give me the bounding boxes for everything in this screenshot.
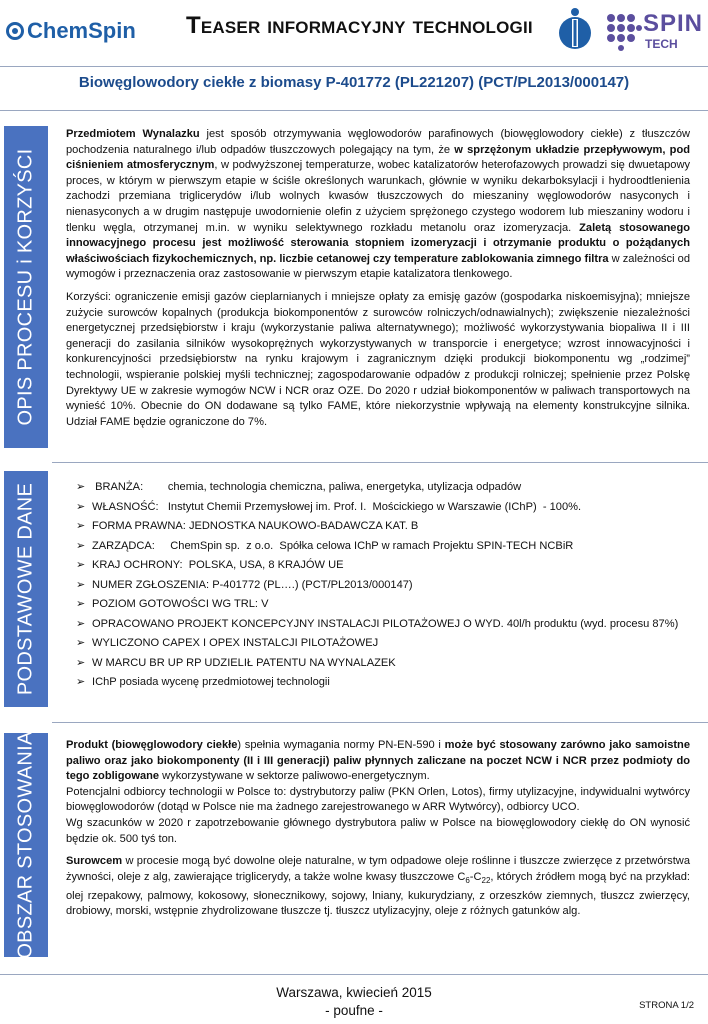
text-run: w sprzężonym układzie przepływowym, pod ciśnieniem atmosferycznym xyxy=(66,143,690,172)
list-item xyxy=(76,537,696,557)
text-run: , których źródłem mogą być na przykład: olej rzepakowy, palmowy, kokosowy, słonecznikowy, sojowy, lniany, kukurydziany, z orzeszków ziemnych, tłuszcz zwierzęcy, drobiowy, morski, wstępnie zhydrolizowane tłuszcze tj. tłuszcz utylizacyjny, oleje z różnych gatunków alg. xyxy=(66,870,690,918)
text-run: Przedmiotem Wynalazku xyxy=(66,128,200,140)
list-item-text: POZIOM GOTOWOŚCI WG TRL: V xyxy=(92,598,269,610)
text-run: Produkt (biowęglowodory ciekłe xyxy=(66,739,238,751)
list-item xyxy=(76,478,696,498)
spin-tech-dots-icon xyxy=(605,12,643,52)
arrow-bullet-icon: ➢ xyxy=(76,539,86,552)
text-run: ) spełnia wymagania normy PN-EN-590 i xyxy=(237,739,445,751)
side-label-dane-text: PODSTAWOWE DANE xyxy=(14,482,37,696)
list-item-text: WYLICZONO CAPEX I OPEX INSTALCJI PILOTAŻOWEJ xyxy=(92,637,379,649)
text-run: w zależności od wymogów i przeznaczenia oraz zastosowanie w pierwszym etapie katalizatora tlenkowego. xyxy=(66,252,690,281)
list-item xyxy=(76,556,696,576)
obszar-paragraph-4 xyxy=(66,854,690,920)
chemspin-logo xyxy=(6,18,136,44)
text-run: 6 xyxy=(465,875,470,885)
text-run: 22 xyxy=(481,875,491,885)
footer-place-date: Warszawa, kwiecień 2015 xyxy=(276,985,432,1000)
arrow-bullet-icon: ➢ xyxy=(76,520,86,532)
obszar-paragraph-3: Wg szacunków w 2020 r zapotrzebowanie głównego dystrybutora paliw w Polsce na biowęglowodory ciekłę do ON wynosić będzie ok. 500 tyś ton. xyxy=(66,816,690,845)
arrow-bullet-icon: ➢ xyxy=(76,559,86,571)
list-item-text: BRANŻA: chemia, technologia chemiczna, paliwa, energetyka, utylizacja odpadów xyxy=(92,481,522,493)
list-item xyxy=(76,517,696,537)
basic-data-list xyxy=(76,478,696,693)
list-item-text: WŁASNOŚĆ: Instytut Chemii Przemysłowej im. Prof. I. Mościckiego w Warszawie (IChP) - 100%. xyxy=(92,500,582,513)
side-label-dane xyxy=(4,471,48,707)
spin-logo-text: SPIN xyxy=(643,10,704,37)
divider xyxy=(52,722,708,723)
arrow-bullet-icon: ➢ xyxy=(76,578,86,591)
list-item-text: ZARZĄDCA: ChemSpin sp. z o.o. Spółka celowa IChP w ramach Projektu SPIN-TECH NCBiR xyxy=(92,539,574,552)
tech-logo-text: TECH xyxy=(645,37,678,51)
obszar-paragraph-2: Potencjalni odbiorcy technologii w Polsce to: dystrybutorzy paliw (PKN Orlen, Lotos), firmy utylizacyjne, indywidualni wytwórcy biowęglowodorów (dotąd w Polsce nie ma żadnego zarejestrowanego w ARR Wytwórcy), odbiorcy UCO. xyxy=(66,785,690,814)
text-run: Surowcem xyxy=(66,855,123,868)
page-title: Teaser informacyjny technologii xyxy=(186,12,533,39)
side-label-obszar-text: OBSZAR STOSOWANIA xyxy=(14,731,37,959)
text-run: w procesie mogą być dowolne oleje naturalne, w tym odpadowe oleje roślinne i tłuszcze zwierzęce z przetwórstwa żywności, oleje z alg, zawierające triglicerydy, a także wolne kwasy tłuszczowe C xyxy=(66,855,690,883)
list-item-text: NUMER ZGŁOSZENIA: P-401772 (PL….) (PCT/PL2013/000147) xyxy=(92,578,413,591)
text-run: wykorzystywane w sektorze paliwowo-energetycznym. xyxy=(159,770,430,783)
obszar-paragraph-1 xyxy=(66,738,690,785)
side-label-obszar xyxy=(4,733,48,957)
chemspin-logo-icon xyxy=(6,22,24,40)
list-item xyxy=(76,673,696,693)
spin-tech-logo xyxy=(605,10,705,56)
list-item-text: OPRACOWANO PROJEKT KONCEPCYJNY INSTALACJI PILOTAŻOWEJ O WYD. 40l/h produktu (wyd. procesu 87%) xyxy=(92,617,679,630)
text-run: , w podwyższonej temperaturze, wobec katalizatorów heterofazowych prowadzi się dwuetapowy proces, w którym w pierwszym etapie w ściśle określonych warunkach, głównie w wyniku dekarboksylacji i hydroodtlenienia zachodzi przemiana triglicerydów i/lub wolnych kwasów tłuszczowych do mieszaniny węglowodorów nasyconych i nienasyconych a w drugim następuje uwodornienie olefin z użyciem sprężonego czystego wodorem lub mieszaniny wodoru i tlenku węgla, otrzymanej m.in. w wyniku selektywnego rozkładu metanolu oraz izomeryzacja. xyxy=(66,159,691,234)
side-label-opis xyxy=(4,126,48,448)
ichp-logo-icon xyxy=(558,7,592,51)
footer-confidential: - poufne - xyxy=(325,1003,383,1018)
arrow-bullet-icon: ➢ xyxy=(76,598,86,610)
list-item xyxy=(76,595,696,615)
text-run: jest sposób otrzymywania węglowodorów parafinowych (biowęglowodory ciekłe) z tłuszczów pochodzenia naturalnego i/lub odpadów tłuszczowych polegający na tym, że xyxy=(66,128,691,156)
arrow-bullet-icon: ➢ xyxy=(76,617,86,630)
header xyxy=(0,0,708,66)
text-run: Zaletą stosowanego innowacyjnego procesu jest możliwość sterowania stopniem izomeryzacji i otrzymanie produktu o pożądanych właściwościach fizykochemicznych, np. liczbie cetanowej czy temperature zablokowania zimnego filtra xyxy=(66,221,691,265)
chemspin-logo-text: ChemSpin xyxy=(27,18,136,43)
side-label-opis-text: OPIS PROCESU i KORZYŚCI xyxy=(14,148,37,426)
list-item xyxy=(76,498,696,518)
list-item xyxy=(76,654,696,674)
footer-divider xyxy=(0,974,708,975)
list-item-text: KRAJ OCHRONY: POLSKA, USA, 8 KRAJÓW UE xyxy=(92,559,344,571)
list-item-text: IChP posiada wycenę przedmiotowej technologii xyxy=(92,676,330,688)
arrow-bullet-icon: ➢ xyxy=(76,656,86,669)
document-subtitle: Biowęglowodory ciekłe z biomasy P-401772 (PL221207) (PCT/PL2013/000147) xyxy=(78,74,630,91)
section-obszar xyxy=(66,738,690,927)
section-opis xyxy=(66,127,690,437)
list-item xyxy=(76,634,696,654)
arrow-bullet-icon: ➢ xyxy=(76,481,86,493)
arrow-bullet-icon: ➢ xyxy=(76,637,86,649)
opis-paragraph-1 xyxy=(66,127,690,283)
arrow-bullet-icon: ➢ xyxy=(76,676,86,688)
page-number: STRONA 1/2 xyxy=(639,1000,694,1011)
list-item-text: W MARCU BR UP RP UDZIELIŁ PATENTU NA WYNALAZEK xyxy=(92,656,396,669)
opis-paragraph-2: Korzyści: ograniczenie emisji gazów cieplarnianych i mniejsze opłaty za emisję gazów (gospodarka niskoemisyjna); mniejsze zużycie surowców kopalnych (produkcja biokomponentów z surowców rolniczych/odnawialnych); zwiększenie niezależności energetycznej przedsiębiorstw i kraju (wykorzystanie paliwa alternatywnego); możliwość wykorzystywania biopaliwa II i III generacji do zasilania silników wysokoprężnych wykorzystywanych w transporcie i energetyce; wzrost innowacyjności i konkurencyjności przedsiębiorstw na rynku krajowym i zagranicznym dzięki produkcji biokomponentu wg „rodzimej” technologii, wspieranie polskiej myśli technicznej; zagospodarowanie odpadów z produkcji rolniczej; spełnienie przez Polskę Dyrektywy UE w zakresie wymogów NCW i NCR oraz OZE. Do 2020 r udział biokomponentów w paliwach transportowych na wynieść 10%. Obecnie do ON dodawane są tylko FAME, które niekorzystnie wpływają na elementy konstrukcyjne silnika. Udział FAME będzie ograniczone do 7%. xyxy=(66,290,690,428)
list-item-text: FORMA PRAWNA: JEDNOSTKA NAUKOWO-BADAWCZA KAT. B xyxy=(92,520,419,532)
list-item xyxy=(76,615,696,635)
list-item xyxy=(76,576,696,596)
text-run: może być stosowany zarówno jako samoistne paliwo oraz jako biokomponenty (II i III generacji) paliw płynnych zaliczane na poczet NCW i NCR przez podmioty do tego zobligowane xyxy=(66,739,691,783)
subtitle-bar xyxy=(0,66,708,111)
text-run: -C xyxy=(469,870,482,883)
arrow-bullet-icon: ➢ xyxy=(76,500,86,513)
divider xyxy=(52,462,708,463)
